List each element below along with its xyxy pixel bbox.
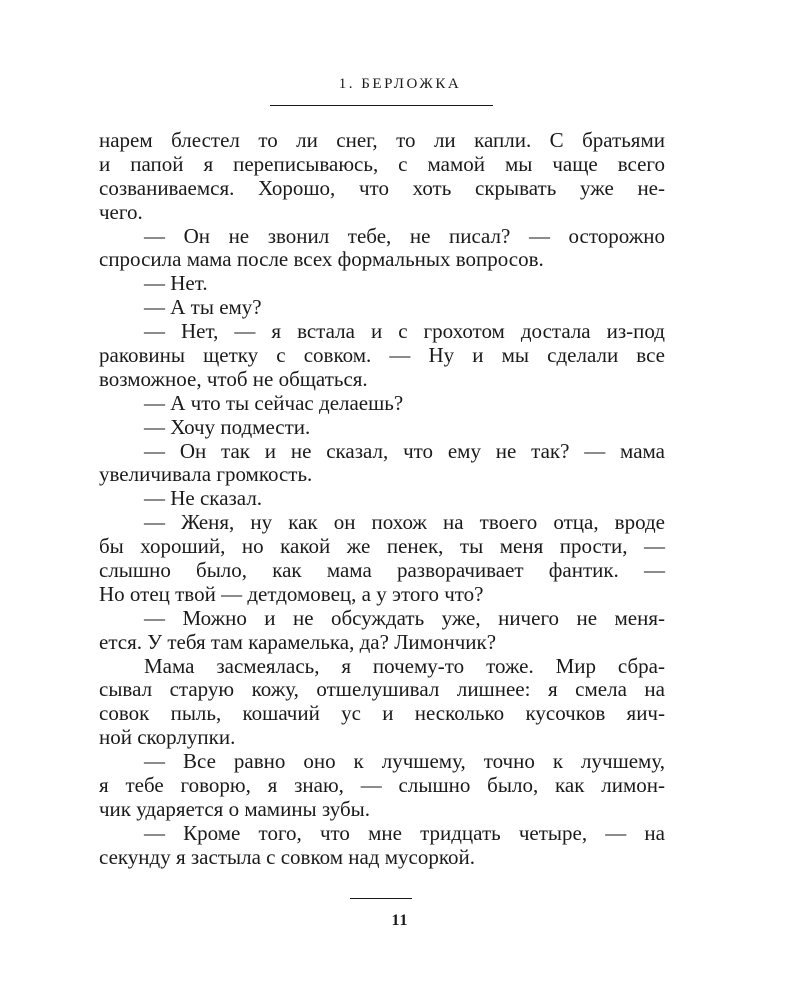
running-head: 1. БЕРЛОЖКА — [338, 76, 462, 92]
text-line: Но отец твой — детдомовец, а у этого что? — [99, 581, 484, 606]
text-line: чик ударяется о мамины зубы. — [99, 796, 371, 821]
text-line: возможное, чтоб не общаться. — [99, 366, 368, 391]
text-line: и папой я переписываюсь, с мамой мы чаще всего — [99, 151, 665, 176]
text-line: — Не сказал. — [144, 486, 263, 511]
text-line: созваниваемся. Хорошо, что хоть скрывать уже не- — [99, 175, 665, 200]
text-line: секунду я застыла с совком над мусоркой. — [99, 844, 475, 869]
text-line: ется. У тебя там карамелька, да? Лимончик? — [99, 629, 497, 654]
text-line: совок пыль, кошачий ус и несколько кусочков яич- — [99, 701, 665, 726]
text-line: слышно было, как мама разворачивает фантик. — — [99, 558, 665, 583]
header-rule — [270, 105, 493, 106]
text-line: — А что ты сейчас делаешь? — [144, 390, 404, 415]
body-text — [99, 129, 665, 870]
text-line: я тебе говорю, я знаю, — слышно было, как лимон- — [99, 773, 665, 798]
text-line: бы хороший, но какой же пенек, ты меня прости, — — [99, 534, 665, 559]
text-line: — Все равно оно к лучшему, точно к лучшему, — [144, 749, 665, 774]
text-line: нарем блестел то ли снег, то ли капли. С братьями — [99, 128, 665, 152]
text-line: — Женя, ну как он похож на твоего отца, вроде — [144, 510, 665, 535]
text-line: — Кроме того, что мне тридцать четыре, — на — [144, 820, 665, 845]
text-line: — А ты ему? — [144, 295, 262, 320]
text-line: — Он не звонил тебе, не писал? — осторожно — [144, 223, 665, 248]
text-line: ной скорлупки. — [99, 725, 236, 750]
text-line: — Можно и не обсуждать уже, ничего не меня- — [144, 605, 665, 630]
text-line: сывал старую кожу, отшелушивал лишнее: я смела на — [99, 677, 665, 702]
page-number: 11 — [391, 912, 409, 929]
text-line: — Нет, — я встала и с грохотом достала из-под — [144, 319, 665, 344]
text-line: — Он так и не сказал, что ему не так? — мама — [144, 438, 665, 463]
text-line: спросила мама после всех формальных вопросов. — [99, 247, 544, 272]
text-line: раковины щетку с совком. — Ну и мы сделали все — [99, 343, 665, 368]
footer-rule — [350, 898, 412, 899]
text-line: — Нет. — [144, 271, 208, 296]
text-line: увеличивала громкость. — [99, 462, 313, 487]
text-line: чего. — [99, 199, 143, 224]
text-line: — Хочу подмести. — [144, 414, 311, 439]
text-line: Мама засмеялась, я почему-то тоже. Мир сбра- — [144, 653, 665, 678]
